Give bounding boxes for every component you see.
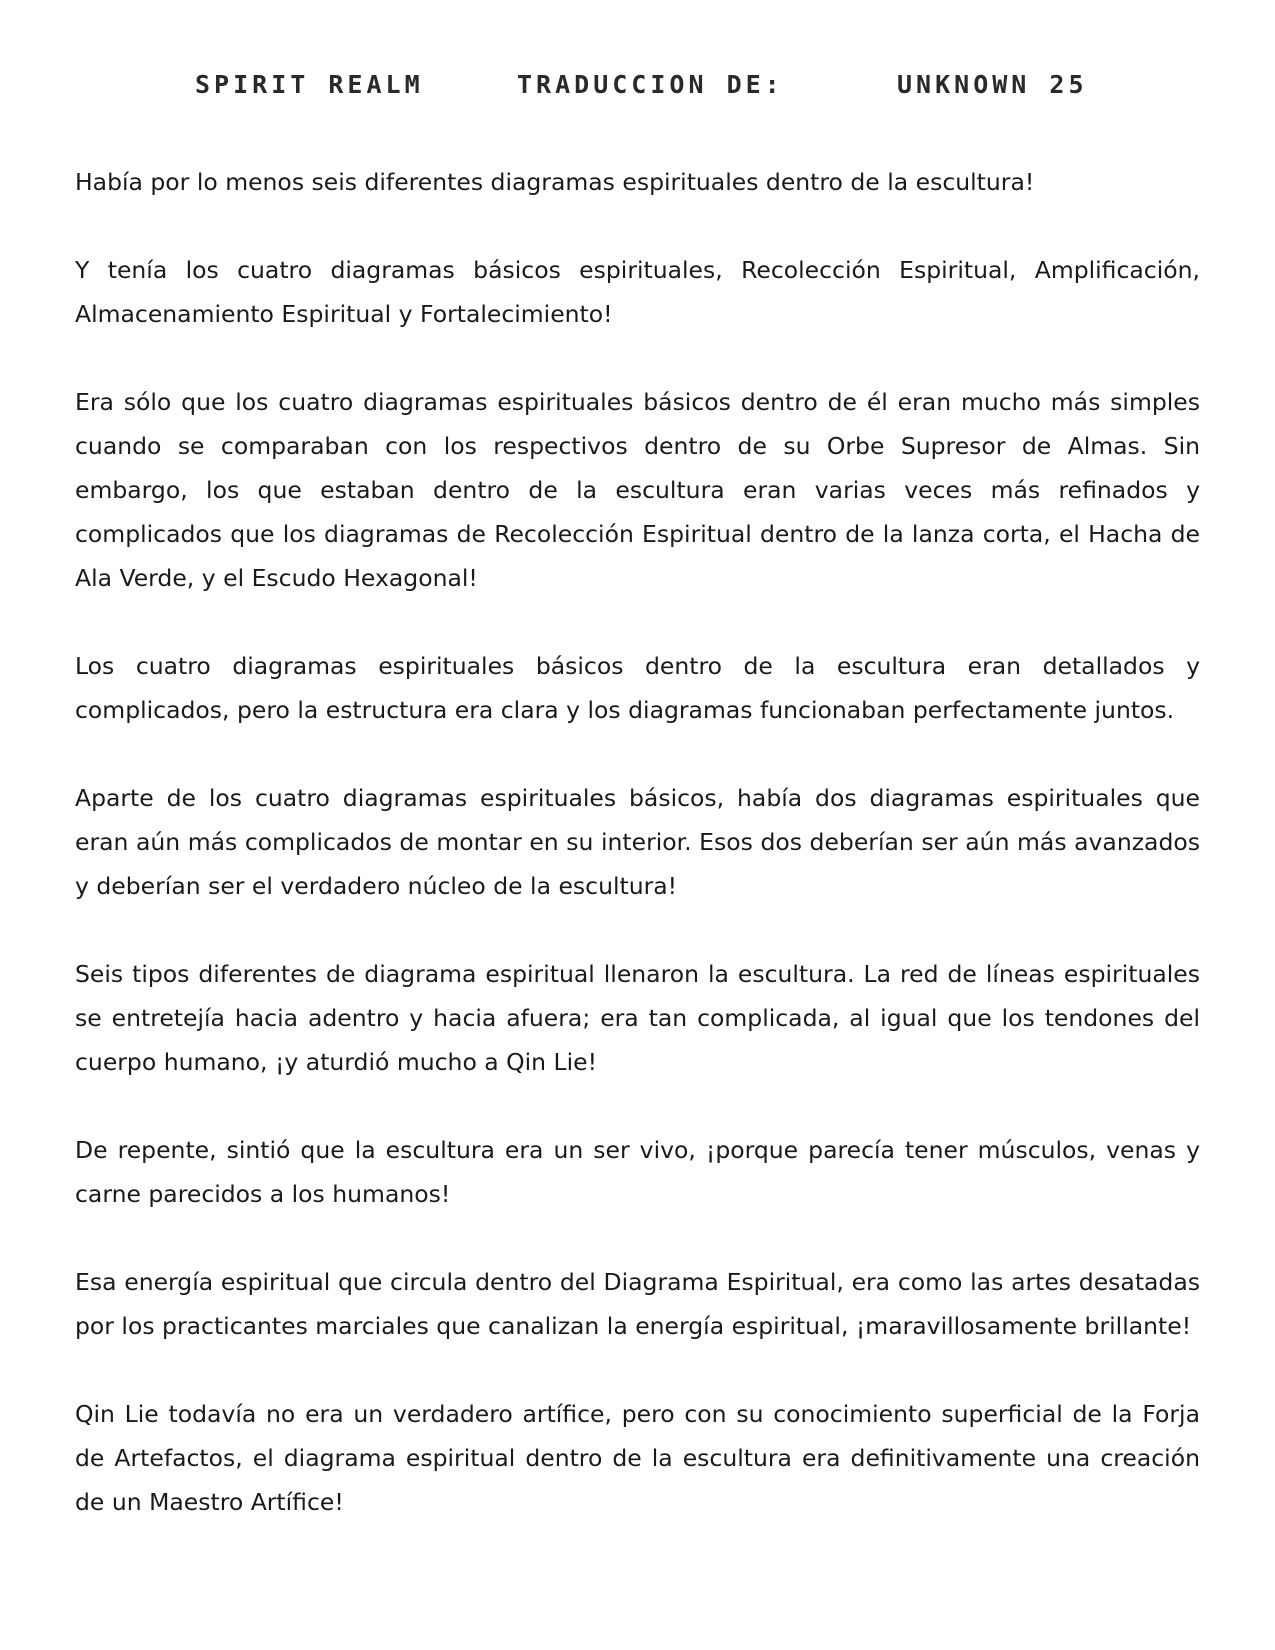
paragraph: Había por lo menos seis diferentes diagramas espirituales dentro de la escultura!: [75, 168, 1035, 196]
header-translator-name: UNKNOWN 25: [897, 70, 1088, 99]
paragraph: Era sólo que los cuatro diagramas espirituales básicos dentro de él eran mucho más simples cuando se comparaban con los respectivos dentro de su Orbe Supresor de Almas. Sin embargo, los que estaban dentro de la escultura eran varias veces más refinados y complicados que los diagramas de Recolección Espiritual dentro de la lanza corta, el Hacha de Ala Verde, y el Escudo Hexagonal!: [75, 388, 1200, 592]
paragraph: Los cuatro diagramas espirituales básicos dentro de la escultura eran detallados y complicados, pero la estructura era clara y los diagramas funcionaban perfectamente juntos.: [75, 652, 1200, 724]
document-body: [75, 160, 1200, 1568]
paragraph: Y tenía los cuatro diagramas básicos espirituales, Recolección Espiritual, Amplificación, Almacenamiento Espiritual y Fortalecimiento!: [75, 256, 1200, 328]
paragraph: Seis tipos diferentes de diagrama espiritual llenaron la escultura. La red de líneas espirituales se entretejía hacia adentro y hacia afuera; era tan complicada, al igual que los tendones del cuerpo humano, ¡y aturdió mucho a Qin Lie!: [75, 960, 1200, 1076]
paragraph: Qin Lie todavía no era un verdadero artífice, pero con su conocimiento superficial de la Forja de Artefactos, el diagrama espiritual dentro de la escultura era definitivamente una creación de un Maestro Artífice!: [75, 1400, 1200, 1516]
header-translation-label: TRADUCCION DE:: [517, 70, 784, 99]
page-header: [0, 70, 1275, 110]
paragraph: Esa energía espiritual que circula dentro del Diagrama Espiritual, era como las artes desatadas por los practicantes marciales que canalizan la energía espiritual, ¡maravillosamente brillante!: [75, 1268, 1200, 1340]
paragraph: Aparte de los cuatro diagramas espirituales básicos, había dos diagramas espirituales que eran aún más complicados de montar en su interior. Esos dos deberían ser aún más avanzados y deberían ser el verdadero núcleo de la escultura!: [75, 784, 1200, 900]
paragraph: De repente, sintió que la escultura era un ser vivo, ¡porque parecía tener músculos, venas y carne parecidos a los humanos!: [75, 1136, 1200, 1208]
header-series-title: SPIRIT REALM: [195, 70, 424, 99]
